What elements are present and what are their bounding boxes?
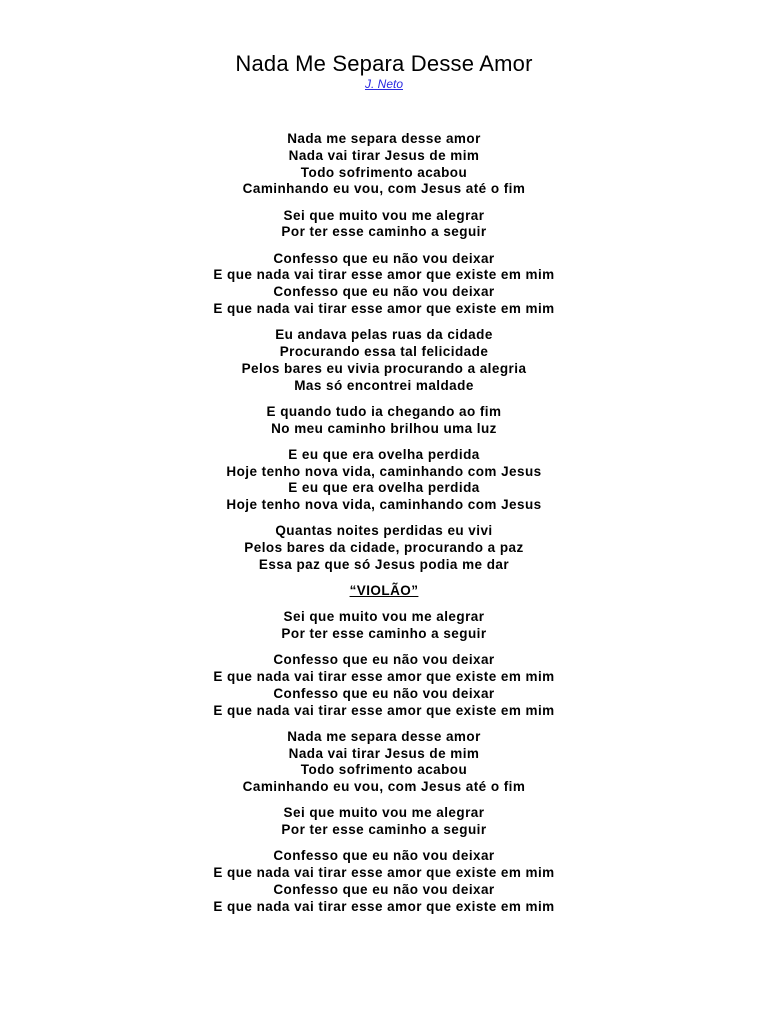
author-link[interactable]: J. Neto bbox=[364, 77, 403, 91]
lyric-line: Sei que muito vou me alegrar bbox=[283, 805, 485, 821]
lyric-line: Nada me separa desse amor bbox=[287, 728, 481, 744]
lyric-line: E que nada vai tirar esse amor que existe em mim bbox=[213, 669, 555, 685]
lyric-line: E eu que era ovelha perdida bbox=[288, 446, 480, 462]
lyric-line: Confesso que eu não vou deixar bbox=[273, 284, 495, 300]
lyric-line: No meu caminho brilhou uma luz bbox=[271, 420, 497, 436]
lyric-line: Confesso que eu não vou deixar bbox=[273, 881, 495, 897]
stanza bbox=[0, 404, 768, 438]
lyric-line: Essa paz que só Jesus podia me dar bbox=[258, 556, 510, 572]
lyric-line: Todo sofrimento acabou bbox=[300, 164, 468, 180]
lyric-line: Por ter esse caminho a seguir bbox=[281, 224, 487, 240]
lyric-line: Por ter esse caminho a seguir bbox=[281, 626, 487, 642]
lyric-line: Por ter esse caminho a seguir bbox=[281, 822, 487, 838]
lyric-line: Mas só encontrei maldade bbox=[294, 377, 474, 393]
stanza bbox=[0, 523, 768, 573]
lyric-line: E que nada vai tirar esse amor que existe em mim bbox=[213, 267, 555, 283]
lyric-line: Confesso que eu não vou deixar bbox=[273, 250, 495, 266]
lyric-line: Confesso que eu não vou deixar bbox=[273, 652, 495, 668]
stanza bbox=[0, 729, 768, 796]
song-title: Nada Me Separa Desse Amor bbox=[235, 51, 533, 76]
lyric-line: Pelos bares da cidade, procurando a paz bbox=[244, 540, 524, 556]
stanza bbox=[0, 251, 768, 318]
lyric-line: Confesso que eu não vou deixar bbox=[273, 685, 495, 701]
author-line bbox=[0, 76, 768, 92]
lyric-line: Nada vai tirar Jesus de mim bbox=[288, 745, 480, 761]
stanza bbox=[0, 447, 768, 514]
lyric-line: Hoje tenho nova vida, caminhando com Jesus bbox=[226, 497, 542, 513]
lyric-line: Confesso que eu não vou deixar bbox=[273, 848, 495, 864]
lyric-line: Sei que muito vou me alegrar bbox=[283, 207, 485, 223]
stanza bbox=[0, 327, 768, 394]
lyric-line: E que nada vai tirar esse amor que existe em mim bbox=[213, 865, 555, 881]
stanza bbox=[0, 652, 768, 719]
lyric-line: E que nada vai tirar esse amor que existe em mim bbox=[213, 300, 555, 316]
stanza bbox=[0, 131, 768, 198]
lyric-line: E que nada vai tirar esse amor que existe em mim bbox=[213, 702, 555, 718]
lyric-line: Todo sofrimento acabou bbox=[300, 762, 468, 778]
lyric-line: Procurando essa tal felicidade bbox=[279, 343, 489, 359]
lyric-line: E quando tudo ia chegando ao fim bbox=[266, 403, 502, 419]
lyric-line: Nada me separa desse amor bbox=[287, 131, 481, 146]
section-label-text: “VIOLÃO” bbox=[349, 583, 419, 599]
lyric-line: Sei que muito vou me alegrar bbox=[283, 609, 485, 625]
lyric-line: Quantas noites perdidas eu vivi bbox=[275, 523, 493, 539]
lyric-line: E que nada vai tirar esse amor que existe em mim bbox=[213, 898, 555, 914]
lyric-line: Eu andava pelas ruas da cidade bbox=[275, 327, 493, 343]
lyric-line: E eu que era ovelha perdida bbox=[288, 480, 480, 496]
lyrics-body bbox=[0, 131, 768, 925]
stanza bbox=[0, 805, 768, 839]
stanza bbox=[0, 208, 768, 242]
stanza bbox=[0, 609, 768, 643]
lyric-line: Hoje tenho nova vida, caminhando com Jesus bbox=[226, 463, 542, 479]
lyric-line: Pelos bares eu vivia procurando a alegria bbox=[241, 360, 527, 376]
stanza bbox=[0, 848, 768, 915]
lyric-line: Caminhando eu vou, com Jesus até o fim bbox=[242, 779, 526, 795]
lyric-line: Nada vai tirar Jesus de mim bbox=[288, 147, 480, 163]
section-label bbox=[0, 583, 768, 600]
lyric-line: Caminhando eu vou, com Jesus até o fim bbox=[242, 181, 526, 197]
